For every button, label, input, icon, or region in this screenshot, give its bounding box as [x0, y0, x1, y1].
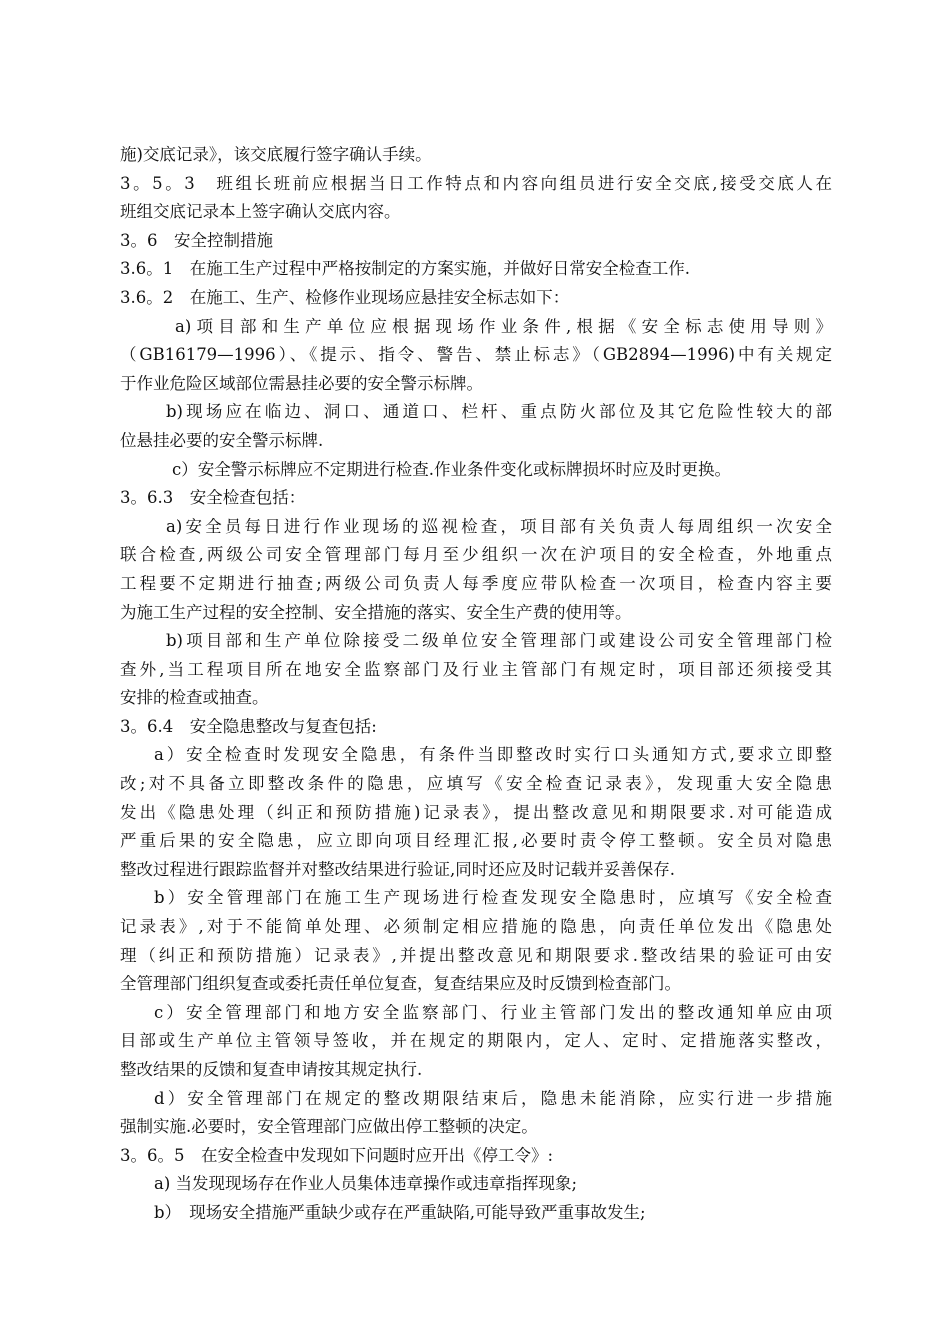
text-line-2: 3。5。3 班组长班前应根据当日工作特点和内容向组员进行安全交底,接受交底人在	[120, 173, 832, 193]
text-line-38: b） 现场安全措施严重缺少或存在严重缺陷,可能导致严重事故发生;	[154, 1202, 646, 1222]
text-line-18: b)项目部和生产单位除接受二级单位安全管理部门或建设公司安全管理部门检	[166, 631, 832, 651]
document-page	[120, 141, 832, 1228]
text-line-21: 3。6.4 安全隐患整改与复查包括:	[120, 716, 377, 736]
text-line-31: c）安全管理部门和地方安全监察部门、行业主管部门发出的整改通知单应由项	[154, 1002, 832, 1022]
text-line-29: 理（纠正和预防措施）记录表》,并提出整改意见和期限要求.整改结果的验证可由安	[120, 945, 832, 965]
text-line-35: 强制实施.必要时，安全管理部门应做出停工整顿的决定。	[120, 1117, 538, 1137]
text-line-9: 于作业危险区域部位需悬挂必要的安全警示标牌。	[120, 373, 483, 393]
text-line-13: 3。6.3 安全检查包括：	[120, 488, 306, 508]
text-line-23: 改;对不具备立即整改条件的隐患，应填写《安全检查记录表》，发现重大安全隐患	[120, 774, 832, 794]
text-line-36: 3。6。5 在安全检查中发现如下问题时应开出《停工令》:	[120, 1145, 554, 1165]
text-line-17: 为施工生产过程的安全控制、安全措施的落实、安全生产费的使用等。	[120, 602, 632, 622]
text-line-33: 整改结果的反馈和复查申请按其规定执行.	[120, 1060, 423, 1079]
text-line-24: 发出《隐患处理（纠正和预防措施)记录表》，提出整改意见和期限要求.对可能造成	[120, 802, 832, 822]
text-line-16: 工程要不定期进行抽查;两级公司负责人每季度应带队检查一次项目，检查内容主要	[120, 573, 832, 593]
text-line-3: 班组交底记录本上签字确认交底内容。	[120, 202, 401, 222]
text-line-11: 位悬挂必要的安全警示标牌.	[120, 430, 324, 450]
text-line-15: 联合检查,两级公司安全管理部门每月至少组织一次在沪项目的安全检查，外地重点	[120, 545, 832, 565]
text-line-1: 施)交底记录》，该交底履行签字确认手续。	[120, 145, 432, 164]
text-line-6: 3.6。2 在施工、生产、检修作业现场应悬挂安全标志如下：	[120, 287, 570, 307]
text-line-10: b)现场应在临边、洞口、通道口、栏杆、重点防火部位及其它危险性较大的部	[166, 402, 832, 422]
text-line-14: a)安全员每日进行作业现场的巡视检查，项目部有关负责人每周组织一次安全	[166, 516, 832, 536]
text-line-28: 记录表》,对于不能简单处理、必须制定相应措施的隐患，向责任单位发出《隐患处	[120, 917, 832, 937]
text-line-8: （GB16179—1996）、《提示、指令、警告、禁止标志》（GB2894—1996)中有关规定	[120, 345, 832, 365]
text-line-32: 目部或生产单位主管领导签收，并在规定的期限内，定人、定时、定措施落实整改，	[120, 1031, 832, 1051]
text-line-34: d）安全管理部门在规定的整改期限结束后，隐患未能消除，应实行进一步措施	[154, 1088, 832, 1108]
text-line-22: a）安全检查时发现安全隐患，有条件当即整改时实行口头通知方式,要求立即整	[154, 745, 832, 765]
text-line-30: 全管理部门组织复查或委托责任单位复查，复查结果应及时反馈到检查部门。	[120, 974, 681, 994]
text-line-5: 3.6。1 在施工生产过程中严格按制定的方案实施，并做好日常安全检查工作.	[120, 259, 690, 279]
text-line-25: 严重后果的安全隐患，应立即向项目经理汇报,必要时责令停工整顿。安全员对隐患	[120, 831, 832, 851]
text-line-27: b）安全管理部门在施工生产现场进行检查发现安全隐患时，应填写《安全检查	[154, 888, 832, 908]
text-line-20: 安排的检查或抽查。	[120, 688, 269, 708]
text-line-7: a)项目部和生产单位应根据现场作业条件,根据《安全标志使用导则》	[175, 316, 832, 336]
text-line-19: 查外,当工程项目所在地安全监察部门及行业主管部门有规定时，项目部还须接受其	[120, 659, 832, 679]
section-heading-3-6: 3。6 安全控制措施	[120, 230, 273, 250]
text-line-12: c）安全警示标牌应不定期进行检查.作业条件变化或标牌损坏时应及时更换。	[172, 459, 731, 479]
text-line-37: a) 当发现现场存在作业人员集体违章操作或违章指挥现象;	[154, 1174, 578, 1194]
text-line-26: 整改过程进行跟踪监督并对整改结果进行验证,同时还应及时记载并妥善保存.	[120, 859, 675, 879]
